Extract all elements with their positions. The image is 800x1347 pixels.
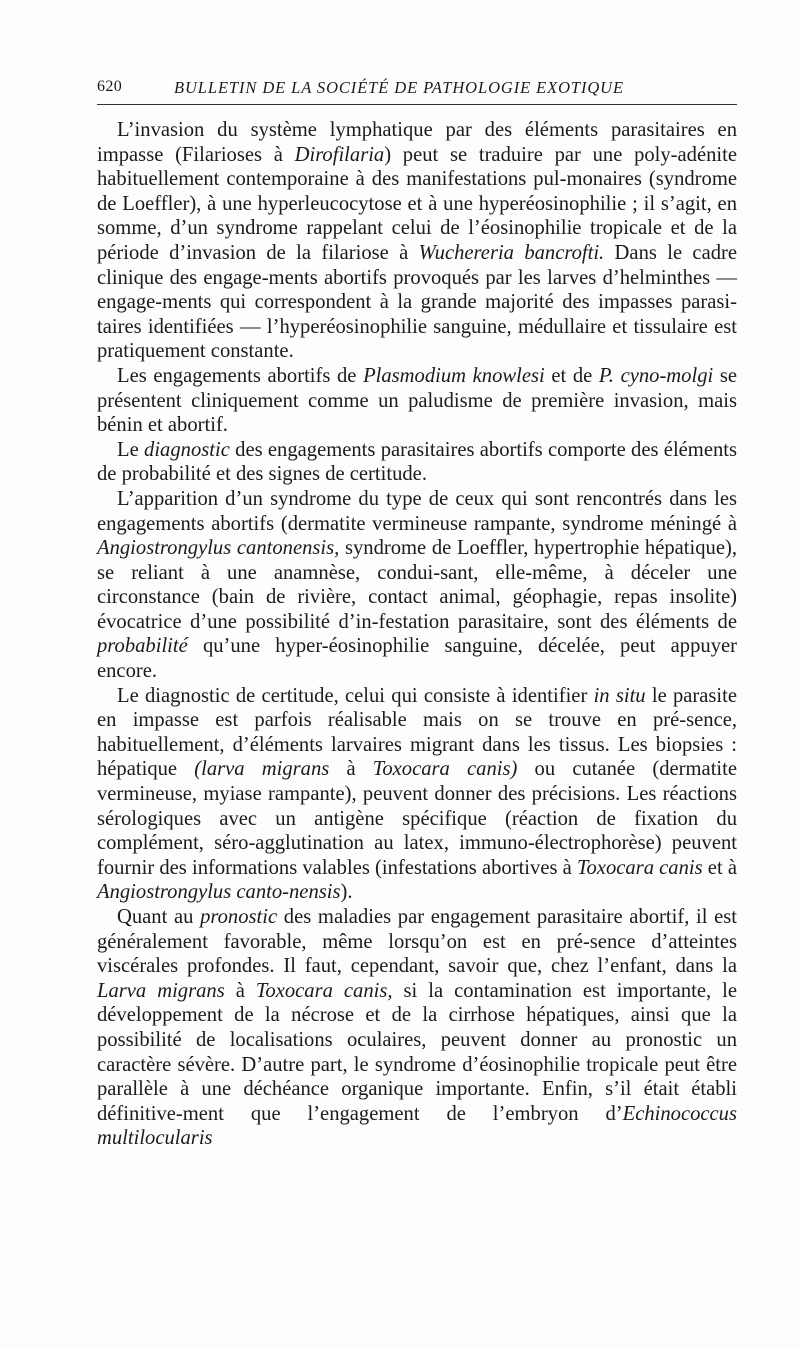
paragraph [97,905,737,1151]
text-run: des engagements parasitaires abortifs comporte des éléments de probabilité et des signes de certitude. [97,438,737,486]
text-run: Les engagements abortifs de [117,364,364,387]
document-page [97,72,738,1150]
text-run: Quant au [117,906,201,928]
text-run: Dans le cadre clinique des engage-ments abortifs provoqués par les larves d’helminthes — engage-ments qui correspondent à la grande majorité des impasses parasi-taires identifiées — l’hyperéosinophilie sanguine, médullaire et tissulaire est pratiquement constante. [97,241,738,363]
italic-run: (larva migrans [194,758,330,781]
italic-run: Plasmodium knowlesi [363,364,545,387]
text-run: syndrome de Loeffler, hypertrophie hépatique), se reliant à une anamnèse, condui-sant, elle-même, à déceler une circonstance (bain de rivière, contact animal, géophagie, repas insolite) évocatrice d’une possibilité d’in-festation parasitaire, sont des éléments de [97,537,737,633]
text-run: des maladies par engagement parasitaire abortif, il est généralement favorable, même lorsqu’on est en pré-sence d’atteintes viscérales profondes. Il faut, cependant, savoir que, chez l’enfant, dans la [97,906,737,978]
paragraph [97,118,737,364]
text-run: à [329,758,373,781]
text-run: ). [340,881,353,904]
page-number: 620 [97,78,123,95]
paragraph [97,438,737,487]
italic-run: Larva migrans [97,979,225,1002]
italic-run: Angiostrongylus canto-nensis [97,881,341,904]
italic-run: Toxocara canis) [372,758,518,781]
page-header [97,72,737,102]
paragraph [97,487,737,684]
text-run: et de [544,364,599,387]
paragraph [97,364,737,438]
italic-run: Toxocara canis [576,856,703,879]
text-run: le parasite en impasse est parfois réalisable mais on se trouve en pré-sence, habituellement, d’éléments larvaires migrant dans les tissus. Les biopsies : hépatique [97,684,737,781]
running-head: BULLETIN DE LA SOCIÉTÉ DE PATHOLOGIE EXOTIQUE [174,78,624,97]
italic-run: probabilité [97,635,188,658]
italic-run: Dirofilaria [294,143,385,166]
italic-run: Toxocara canis, [255,979,393,1002]
italic-run: Wuchereria bancrofti. [418,241,605,264]
text-run: L’apparition d’un syndrome du type de ceux qui sont rencontrés dans les engagements abortifs (dermatite vermineuse rampante, syndrome méningé à [97,487,737,535]
text-run: Le diagnostic de certitude, celui qui consiste à identifier [117,684,594,707]
text-run: se présentent cliniquement comme un paludisme de première invasion, mais bénin et abortif. [97,364,737,437]
header-rule [97,104,737,105]
italic-run: in situ [593,684,646,707]
text-run: ) peut se traduire par une poly-adénite habituellement contemporaine à des manifestations pul-monaires (syndrome de Loeffler), à une hyperleucocytose et à une hyperéosinophilie ; il s’agit, en somme, d’un syndrome rappelant celui de l’éosinophilie tropicale et de la période d’invasion de la filariose à [97,143,738,264]
text-run: qu’une hyper-éosinophilie sanguine, décelée, peut appuyer encore. [97,635,737,683]
text-run: si la contamination est importante, le développement de la nécrose et de la cirrhose hépatiques, ainsi que la possibilité de localisations oculaires, peuvent donner au pronostic un caractère sévère. D’autre part, le syndrome d’éosinophilie tropicale peut être parallèle à une déchéance organique importante. Enfin, s’il était établi définitive-ment que l’engagement de l’embryon d’ [97,979,738,1125]
italic-run: Angiostrongylus cantonensis, [97,537,340,560]
italic-run: diagnostic [144,438,230,461]
italic-run: P. cyno-molgi [598,364,714,387]
italic-run: pronostic [200,906,278,928]
italic-run: Echinococcus multilocularis [97,1102,737,1150]
text-run: ou cutanée (dermatite vermineuse, myiase rampante), peuvent donner des précisions. Les réactions sérologiques avec un antigène spécifique (réaction de fixation du complément, séro-agglutination au latex, immuno-électrophorèse) peuvent fournir des informations valables (infestations abortives à [97,758,737,879]
text-run: à [224,979,256,1002]
text-run: et à [702,856,737,879]
text-run: L’invasion du système lymphatique par des éléments parasitaires en impasse (Filarioses à [97,119,737,166]
paragraph [97,684,737,905]
body-text [97,118,737,1151]
text-run: Le [117,438,145,461]
